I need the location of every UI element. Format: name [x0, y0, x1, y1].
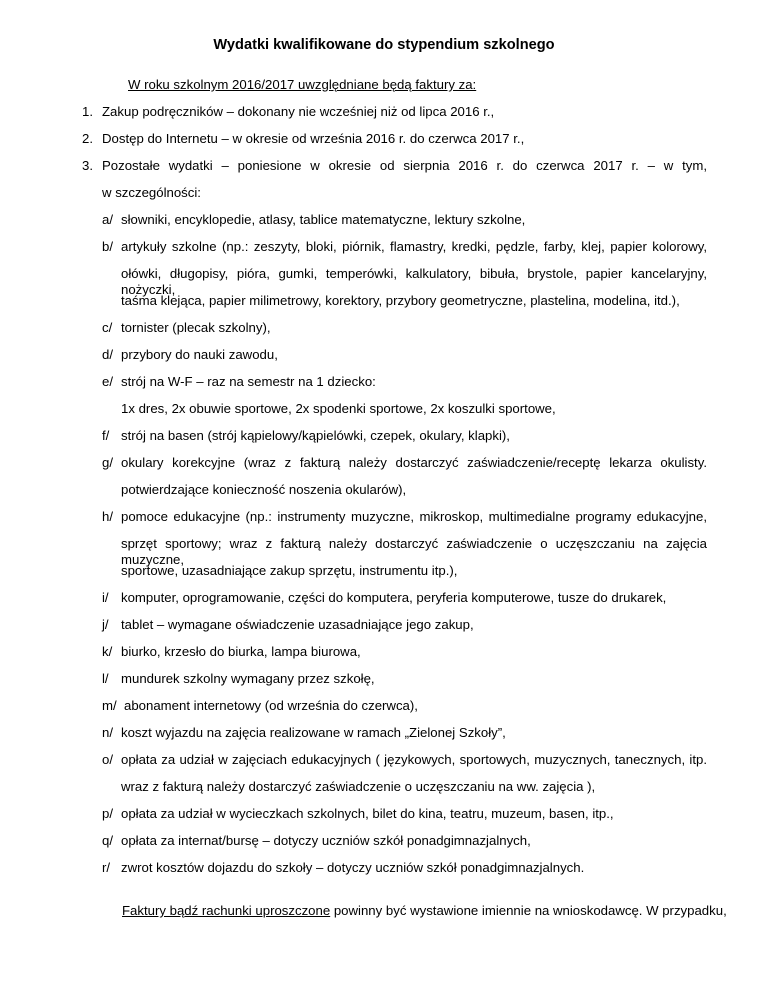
sub-item-text: abonament internetowy (od września do czerwca),: [124, 698, 418, 713]
sub-item-text: strój na basen (strój kąpielowy/kąpielówki, czepek, okulary, klapki),: [121, 428, 510, 443]
sub-item-text: opłata za internat/bursę – dotyczy uczniów szkół ponadgimnazjalnych,: [121, 833, 531, 848]
sub-item-marker: q/: [102, 833, 113, 848]
sub-item-text: 1x dres, 2x obuwie sportowe, 2x spodenki sportowe, 2x koszulki sportowe,: [121, 401, 556, 416]
sub-item-marker: a/: [102, 212, 113, 227]
sub-item-marker: e/: [102, 374, 113, 389]
sub-item-marker: k/: [102, 644, 113, 659]
list-item-text: Dostęp do Internetu – w okresie od września 2016 r. do czerwca 2017 r.,: [102, 131, 525, 146]
sub-item-marker: n/: [102, 725, 113, 740]
sub-item-marker: m/: [102, 698, 117, 713]
document-title: Wydatki kwalifikowane do stypendium szkolnego: [213, 37, 555, 53]
sub-item-text: opłata za udział w zajęciach edukacyjnych ( językowych, sportowych, muzycznych, tanecznych, itp.: [121, 752, 707, 767]
sub-item-marker: f/: [102, 428, 110, 443]
sub-item-marker: j/: [102, 617, 109, 632]
list-marker: 3.: [82, 158, 93, 173]
sub-item-text: koszt wyjazdu na zajęcia realizowane w ramach „Zielonej Szkoły”,: [121, 725, 506, 740]
sub-item-marker: i/: [102, 590, 109, 605]
sub-item-marker: p/: [102, 806, 113, 821]
sub-item-text: biurko, krzesło do biurka, lampa biurowa,: [121, 644, 361, 659]
list-item-text: Pozostałe wydatki – poniesione w okresie od sierpnia 2016 r. do czerwca 2017 r. – w tym,: [102, 158, 707, 173]
closing-first-line: [122, 903, 727, 919]
sub-item-text: mundurek szkolny wymagany przez szkołę,: [121, 671, 375, 686]
closing-first-rest: powinny być wystawione imiennie na wnioskodawcę. W przypadku,: [330, 903, 727, 918]
sub-item-text: sprzęt sportowy; wraz z fakturą należy dostarczyć zaświadczenie o uczęszczaniu na zajęcia muzyczne,: [121, 536, 707, 567]
sub-item-marker: g/: [102, 455, 113, 470]
sub-item-text: sportowe, uzasadniające zakup sprzętu, instrumentu itp.),: [121, 563, 458, 578]
sub-item-marker: o/: [102, 752, 113, 767]
sub-item-text: strój na W-F – raz na semestr na 1 dziecko:: [121, 374, 376, 389]
sub-item-text: komputer, oprogramowanie, części do komputera, peryferia komputerowe, tusze do drukarek,: [121, 590, 667, 605]
sub-item-text: ołówki, długopisy, pióra, gumki, temperówki, kalkulatory, bibuła, brystole, papier kancelaryjny, nożyczki,: [121, 266, 707, 297]
list-marker: 2.: [82, 131, 93, 146]
sub-item-text: tablet – wymagane oświadczenie uzasadniające jego zakup,: [121, 617, 474, 632]
sub-item-marker: r/: [102, 860, 111, 875]
closing-underlined-phrase: Faktury bądź rachunki uproszczone: [122, 903, 331, 918]
sub-item-marker: c/: [102, 320, 113, 335]
sub-item-text: zwrot kosztów dojazdu do szkoły – dotyczy uczniów szkół ponadgimnazjalnych.: [121, 860, 585, 875]
sub-item-marker: l/: [102, 671, 109, 686]
sub-item-text: artykuły szkolne (np.: zeszyty, bloki, piórnik, flamastry, kredki, pędzle, farby, klej, papier kolorowy,: [121, 239, 707, 254]
list-marker: 1.: [82, 104, 93, 119]
sub-item-text: przybory do nauki zawodu,: [121, 347, 278, 362]
sub-item-text: pomoce edukacyjne (np.: instrumenty muzyczne, mikroskop, multimedialne programy edukacyjne,: [121, 509, 707, 524]
list-item-text: Zakup podręczników – dokonany nie wcześniej niż od lipca 2016 r.,: [102, 104, 495, 119]
sub-item-text: okulary korekcyjne (wraz z fakturą należy dostarczyć zaświadczenie/receptę lekarza okulisty.: [121, 455, 707, 470]
sub-item-text: potwierdzające konieczność noszenia okularów),: [121, 482, 407, 497]
sub-item-text: opłata za udział w wycieczkach szkolnych, bilet do kina, teatru, muzeum, basen, itp.,: [121, 806, 614, 821]
sub-item-text: taśma klejąca, papier milimetrowy, korektory, przybory geometryczne, plastelina, modelina, itd.),: [121, 293, 680, 308]
intro-text: W roku szkolnym 2016/2017 uwzględniane będą faktury za:: [128, 77, 477, 92]
sub-item-marker: d/: [102, 347, 113, 362]
sub-item-marker: h/: [102, 509, 113, 524]
list-item-text: w szczególności:: [102, 185, 201, 200]
sub-item-text: tornister (plecak szkolny),: [121, 320, 271, 335]
sub-item-marker: b/: [102, 239, 113, 254]
sub-item-text: słowniki, encyklopedie, atlasy, tablice matematyczne, lektury szkolne,: [121, 212, 526, 227]
sub-item-text: wraz z fakturą należy dostarczyć zaświadczenie o uczęszczaniu na ww. zajęcia ),: [121, 779, 596, 794]
